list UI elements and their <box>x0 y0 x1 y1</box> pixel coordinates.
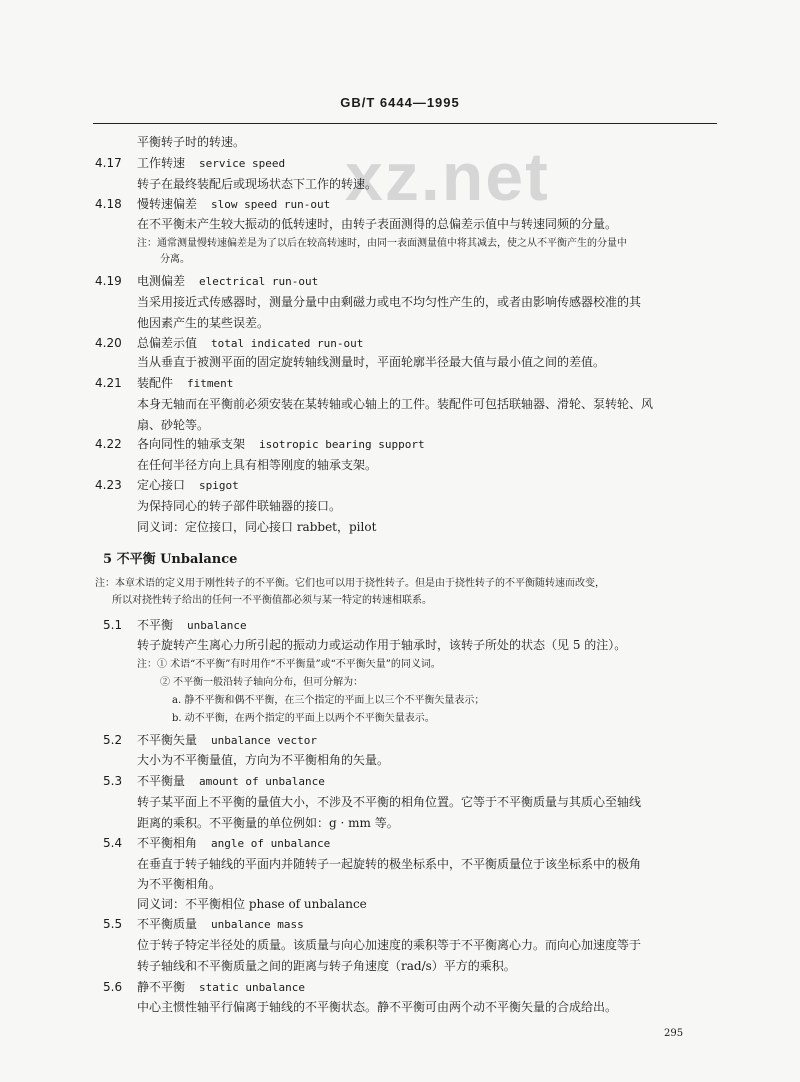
note-line: 所以对挠性转子给出的任何一不平衡值都必须与某一特定的转速相联系。 <box>112 595 432 606</box>
term-en: total indicated run-out <box>211 337 364 350</box>
clause-term <box>137 617 247 634</box>
note-line: a. 静不平衡和偶不平衡，在三个指定的平面上以三个不平衡矢量表示； <box>172 695 485 706</box>
clause-term <box>137 979 305 996</box>
term-en: slow speed run-out <box>211 198 331 211</box>
text-line: 当采用接近式传感器时，测量分量中由剩磁力或电不均匀性产生的，或者由影响传感器校准的其 <box>137 295 642 309</box>
term-zh: 不平衡质量 <box>137 917 198 931</box>
term-en: amount of unbalance <box>199 775 325 788</box>
clause-number: 5.6 <box>103 980 123 994</box>
term-zh: 静不平衡 <box>137 980 186 994</box>
term-en: spigot <box>199 479 239 492</box>
term-en: unbalance <box>187 619 247 632</box>
text-line: 转子旋转产生离心力所引起的振动力或运动作用于轴承时，该转子所处的状态（见 5 的注）。 <box>137 638 627 652</box>
text-line: 位于转子特定半径处的质量。该质量与向心加速度的乘积等于不平衡离心力。而向心加速度等于 <box>137 938 642 952</box>
text-line: 大小为不平衡量值，方向为不平衡相角的矢量。 <box>137 753 390 767</box>
text-line: 距离的乘积。不平衡量的单位例如：g · mm 等。 <box>137 816 399 830</box>
clause-term <box>137 273 318 290</box>
term-zh: 不平衡量 <box>137 774 186 788</box>
note-line: ② 不平衡一般沿转子轴向分布，但可分解为： <box>160 677 364 688</box>
clause-number: 4.17 <box>95 156 122 170</box>
term-zh: 不平衡相角 <box>137 836 198 850</box>
watermark: xz.net <box>345 139 550 215</box>
term-en: angle of unbalance <box>211 837 331 850</box>
clause-number: 5.4 <box>103 836 123 850</box>
term-zh: 总偏差示值 <box>137 336 198 350</box>
term-zh: 定心接口 <box>137 478 186 492</box>
clause-term <box>137 835 330 852</box>
term-en: static unbalance <box>199 981 305 994</box>
text-line: 在任何半径方向上具有相等刚度的轴承支架。 <box>137 458 378 472</box>
term-en: fitment <box>187 377 234 390</box>
text-line: 在不平衡未产生较大振动的低转速时，由转子表面测得的总偏差示值中与转速同频的分量。 <box>137 217 618 231</box>
text-line: 中心主惯性轴平行偏离于轴线的不平衡状态。静不平衡可由两个动不平衡矢量的合成给出。 <box>137 1000 618 1014</box>
note-line: b. 动不平衡，在两个指定的平面上以两个不平衡矢量表示。 <box>172 713 435 724</box>
term-zh: 不平衡 <box>137 618 174 632</box>
clause-number: 4.20 <box>95 336 122 350</box>
text-line: 当从垂直于被测平面的固定旋转轴线测量时，平面轮廓半径最大值与最小值之间的差值。 <box>137 355 606 369</box>
text-line: 转子在最终装配后或现场状态下工作的转速。 <box>137 177 378 191</box>
clause-number: 5.2 <box>103 733 123 747</box>
term-zh: 慢转速偏差 <box>137 197 198 211</box>
page-number: 295 <box>664 1028 684 1039</box>
page-header: GB/T 6444—1995 <box>340 95 460 110</box>
text-line: 他因素产生的某些误差。 <box>137 316 270 330</box>
text-line: 为保持同心的转子部件联轴器的接口。 <box>137 499 342 513</box>
text-line: 平衡转子时的转速。 <box>137 135 246 149</box>
note-line: 分离。 <box>160 254 190 265</box>
clause-number: 5.1 <box>103 618 123 632</box>
clause-number: 4.22 <box>95 437 122 451</box>
clause-term <box>137 477 239 494</box>
text-line: 转子轴线和不平衡质量之间的距离与转子角速度（rad/s）平方的乘积。 <box>137 959 516 973</box>
term-zh: 工作转速 <box>137 156 186 170</box>
text-line: 转子某平面上不平衡的量值大小，不涉及不平衡的相角位置。它等于不平衡质量与其质心至轴线 <box>137 795 642 809</box>
clause-term <box>137 732 317 749</box>
text-line: 同义词：不平衡相位 phase of unbalance <box>137 897 367 911</box>
clause-number: 4.21 <box>95 376 122 390</box>
text-line: 扇、砂轮等。 <box>137 418 210 432</box>
clause-number: 5.3 <box>103 774 123 788</box>
term-en: unbalance vector <box>211 734 317 747</box>
clause-term <box>137 916 304 933</box>
term-en: unbalance mass <box>211 918 304 931</box>
note-line: 注：本章术语的定义用于刚性转子的不平衡。它们也可以用于挠性转子。但是由于挠性转子的不平衡随转速而改变， <box>95 578 605 589</box>
clause-term <box>137 335 363 352</box>
clause-term <box>137 196 330 213</box>
term-zh: 各向同性的轴承支架 <box>137 437 246 451</box>
term-zh: 电测偏差 <box>137 274 186 288</box>
section-heading: 5 不平衡 Unbalance <box>103 552 238 567</box>
header-rule <box>93 123 717 124</box>
text-line: 为不平衡相角。 <box>137 877 222 891</box>
text-line: 在垂直于转子轴线的平面内并随转子一起旋转的极坐标系中，不平衡质量位于该坐标系中的极角 <box>137 857 642 871</box>
term-en: isotropic bearing support <box>259 438 425 451</box>
clause-number: 4.23 <box>95 478 122 492</box>
clause-term <box>137 375 233 392</box>
clause-number: 4.19 <box>95 274 122 288</box>
clause-term <box>137 155 285 172</box>
clause-number: 5.5 <box>103 917 123 931</box>
text-line: 同义词：定位接口，同心接口 rabbet，pilot <box>137 520 377 534</box>
term-en: service speed <box>199 157 286 170</box>
text-line: 本身无轴而在平衡前必须安装在某转轴或心轴上的工件。装配件可包括联轴器、滑轮、泵转轮、风 <box>137 397 654 411</box>
note-line: 注：通常测量慢转速偏差是为了以后在较高转速时，由同一表面测量值中将其减去，使之从不平衡产生的分量中 <box>137 238 627 249</box>
clause-term <box>137 773 325 790</box>
clause-term <box>137 436 425 453</box>
note-line: 注：① 术语“不平衡”有时用作“不平衡量”或“不平衡矢量”的同义词。 <box>137 659 441 670</box>
term-zh: 装配件 <box>137 376 174 390</box>
term-en: electrical run-out <box>199 275 319 288</box>
term-zh: 不平衡矢量 <box>137 733 198 747</box>
clause-number: 4.18 <box>95 197 122 211</box>
